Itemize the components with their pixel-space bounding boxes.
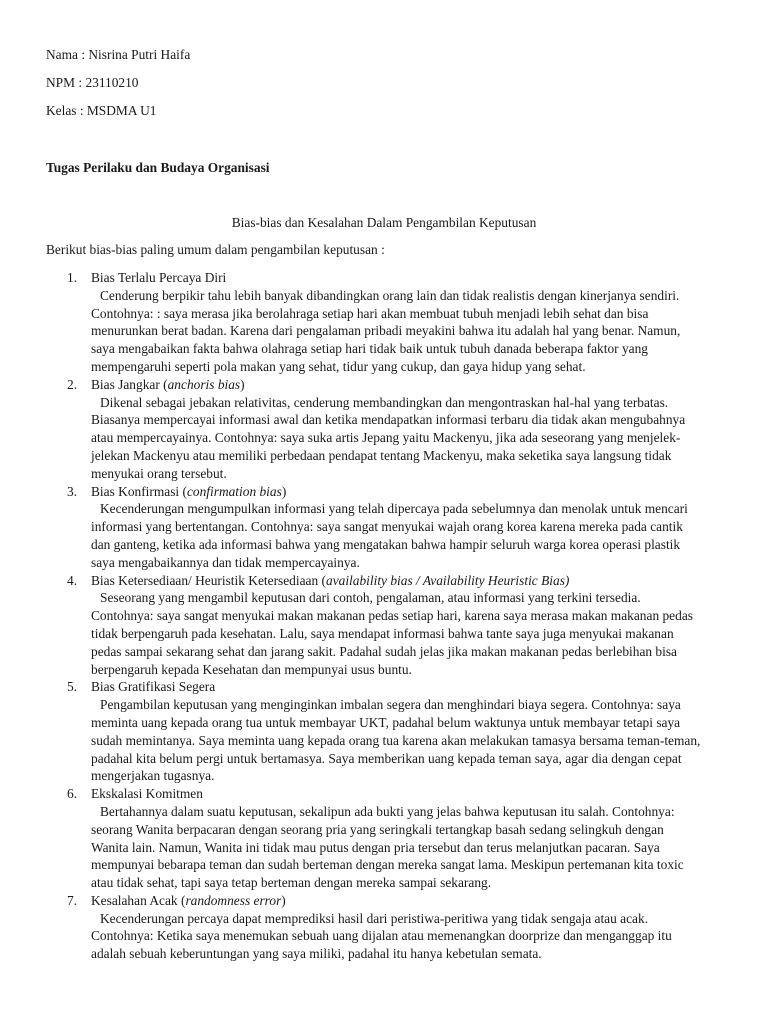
list-item-title: Bias Terlalu Percaya Diri bbox=[91, 270, 227, 285]
list-item bbox=[0, 572, 768, 679]
list-item-description bbox=[0, 910, 721, 963]
list-item-description bbox=[0, 394, 721, 483]
description-line: Kecenderungan mengumpulkan informasi yang telah dipercaya pada sebelumnya dan menolak untuk mencari bbox=[100, 501, 688, 517]
list-item-description bbox=[0, 803, 721, 892]
description-line: menurunkan berat badan. Karena dari pengalaman pribadi meyakini bahwa itu adalah hal yang benar. Namun, bbox=[91, 323, 681, 339]
list-item-number: 4. bbox=[67, 572, 78, 588]
description-line: Contohnya: : saya merasa jika berolahraga setiap hari akan membuat tubuh menjadi lebih sehat dan bisa bbox=[91, 305, 649, 321]
intro-text: Berikut bias-bias paling umum dalam pengambilan keputusan : bbox=[46, 242, 385, 257]
description-line: mengerjakan tugasnya. bbox=[91, 768, 215, 784]
description-line: menyukai orang tersebut. bbox=[91, 465, 227, 481]
list-item-title: Bias Ketersediaan/ Heuristik Ketersediaan (availability bias / Availability Heuristic Bias) bbox=[91, 572, 570, 588]
list-item-description bbox=[0, 287, 721, 376]
description-line: mempunyai bebarapa teman dan sudah berteman dengan mereka sangat lama. Meskipun pertemanan kita toxic bbox=[91, 857, 684, 873]
description-line: Bertahannya dalam suatu keputusan, sekalipun ada bukti yang jelas bahwa keputusan itu salah. Contohnya: bbox=[100, 803, 675, 819]
description-line: Biasanya mempercayai informasi awal dan ketika mendapatkan informasi terbaru dia tidak akan mengubahnya bbox=[91, 412, 686, 428]
list-item bbox=[0, 892, 768, 963]
list-item bbox=[0, 269, 768, 376]
description-line: Seseorang yang mengambil keputusan dari contoh, pengalaman, atau informasi yang terkini tersedia. bbox=[100, 590, 641, 606]
description-line: meminta uang kepada orang tua untuk membayar UKT, padahal belum waktunya untuk membayar tetapi saya bbox=[91, 714, 681, 730]
list-item-title: Bias Jangkar (anchoris bias) bbox=[91, 376, 245, 392]
description-line: Contohnya: saya sangat menyukai makan makanan pedas setiap hari, karena saya merasa makan makanan pedas bbox=[91, 608, 693, 624]
description-line: Dikenal sebagai jebakan relativitas, cenderung membandingkan dan mengontraskan hal-hal yang terbatas. bbox=[100, 394, 669, 410]
list-item-description bbox=[0, 589, 721, 678]
description-line: Pengambilan keputusan yang menginginkan imbalan segera dan menghindari biaya segera. Contohnya: saya bbox=[100, 697, 681, 713]
list-item bbox=[0, 376, 768, 483]
list-item-number: 1. bbox=[67, 270, 78, 285]
list-item-title: Kesalahan Acak (randomness error) bbox=[91, 892, 286, 908]
description-line: informasi yang bertentangan. Contohnya: saya sangat menyukai wajah orang korea karena mereka pada cantik bbox=[91, 519, 683, 535]
description-line: pedas sampai sekarang sehat dan jarang sakit. Padahal sudah jelas jika makan makanan pedas berlebihan bisa bbox=[91, 643, 678, 659]
description-line: saya mengabaikannya dan tidak mempercayainya. bbox=[91, 554, 360, 570]
list-item-title: Ekskalasi Komitmen bbox=[91, 786, 203, 802]
description-line: atau tidak sehat, tapi saya tetap berteman dengan mereka sampai sekarang. bbox=[91, 875, 492, 891]
list-item-number: 3. bbox=[67, 483, 78, 499]
list-item-description bbox=[0, 696, 721, 785]
list-item bbox=[0, 785, 768, 892]
list-item-description bbox=[0, 500, 721, 571]
bias-list bbox=[0, 269, 768, 963]
description-line: seorang Wanita berpacaran dengan seorang pria yang seringkali tertangkap basah sedang selingkuh dengan bbox=[91, 821, 664, 837]
description-line: Wanita lain. Namun, Wanita ini tidak mau putus dengan pria tersebut dan terus melanjutkan pacaran. Saya bbox=[91, 839, 660, 855]
list-item-number: 7. bbox=[67, 892, 78, 908]
list-item-title: Bias Gratifikasi Segera bbox=[91, 679, 216, 695]
description-line: padahal kita belum pergi untuk bertamasya. Saya memberikan uang kepada teman saya, agar dia dengan cepat bbox=[91, 750, 682, 766]
document-title: Bias-bias dan Kesalahan Dalam Pengambilan Keputusan bbox=[231, 215, 537, 230]
description-line: berpengaruh kepada Kesehatan dan mempunyai usus buntu. bbox=[91, 661, 412, 677]
list-item-number: 5. bbox=[67, 679, 78, 695]
description-line: sudah memintanya. Saya meminta uang kepada orang tua karena akan melakukan tamasya bersama teman-teman, bbox=[91, 732, 701, 748]
list-item-number: 2. bbox=[67, 376, 78, 392]
header-npm: NPM : 23110210 bbox=[46, 75, 139, 90]
description-line: mempengaruhi seperti pola makan yang sehat, tidur yang cukup, dan gaya hidup yang sehat. bbox=[91, 358, 586, 374]
header-nama: Nama : Nisrina Putri Haifa bbox=[46, 47, 191, 62]
description-line: dan ganteng, ketika ada informasi bahwa yang mengatakan bahwa hampir seluruh warga korea operasi plastik bbox=[91, 536, 681, 552]
list-item-title: Bias Konfirmasi (confirmation bias) bbox=[91, 483, 287, 499]
description-line: Contohnya: Ketika saya menemukan sebuah uang dijalan atau memenangkan doorprize dan menganggap itu bbox=[91, 928, 672, 944]
description-line: jelekan Mackenyu atau memiliki perbedaan pendapat tentang Mackenyu, maka seketika saya langsung tidak bbox=[91, 447, 672, 463]
description-line: Cenderung berpikir tahu lebih banyak dibandingkan orang lain dan tidak realistis dengan kinerjanya sendiri. bbox=[100, 287, 680, 303]
list-item bbox=[0, 483, 768, 572]
description-line: tidak berpengaruh pada kesehatan. Lalu, saya mendapat informasi bahwa tante saya juga menyukai makanan bbox=[91, 625, 674, 641]
list-item-number: 6. bbox=[67, 786, 78, 802]
header-kelas: Kelas : MSDMA U1 bbox=[46, 103, 157, 118]
assignment-title: Tugas Perilaku dan Budaya Organisasi bbox=[46, 160, 270, 175]
description-line: adalah sebuah keberuntungan yang saya miliki, padahal itu hanya kebetulan semata. bbox=[91, 946, 542, 962]
description-line: atau mempercayainya. Contohnya: saya suka artis Jepang yaitu Mackenyu, jika ada seseorang yang menjelek- bbox=[91, 430, 681, 446]
description-line: Kecenderungan percaya dapat memprediksi hasil dari peristiwa-peritiwa yang tidak sengaja atau acak. bbox=[100, 910, 649, 926]
description-line: saya mengabaikan fakta bahwa olahraga setiap hari tidak baik untuk tubuh danada beberapa faktor yang bbox=[91, 341, 648, 357]
list-item bbox=[0, 678, 768, 785]
